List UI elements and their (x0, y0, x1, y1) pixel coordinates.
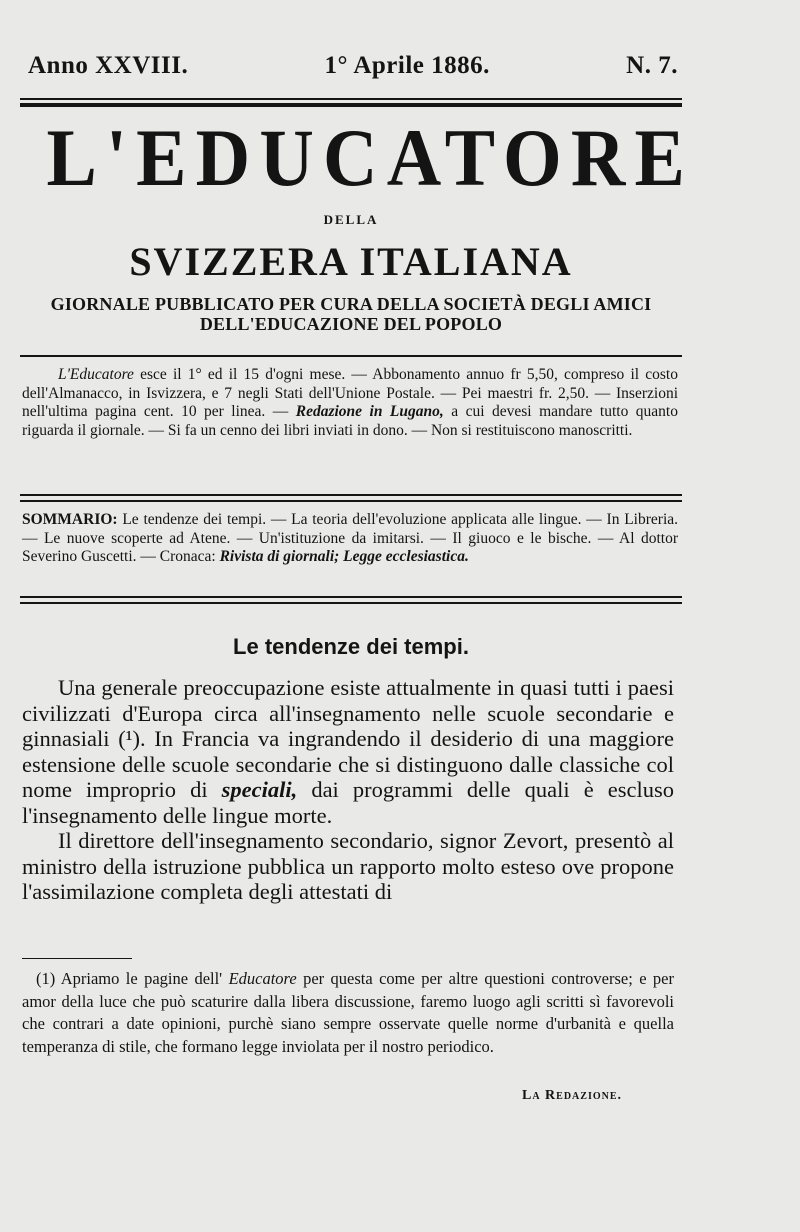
notice-text-2: a cui devesi mandare tutto quanto riguarda il giornale. — Si fa un cenno dei libri inviati in dono. — Non si restituiscono manoscritti. (22, 403, 678, 439)
newspaper-subtitle: SVIZZERA ITALIANA (129, 239, 573, 284)
article-paragraph-2: Il direttore dell'insegnamento secondario, signor Zevort, presentò al ministro della istruzione pubblica un rapporto molto esteso ove propone l'assimilazione completa degli attestati di (22, 828, 674, 904)
summary-box (22, 511, 678, 567)
title-della: DELLA (323, 212, 379, 227)
tagline-line-2: DELL'EDUCAZIONE DEL POPOLO (199, 314, 503, 334)
summary-rule-bottom-1 (20, 596, 682, 598)
article-title: Le tendenze dei tempi. (233, 634, 469, 659)
issue-number: N. 7. (626, 52, 678, 79)
article-paragraph-1: Una generale preoccupazione esiste attualmente in quasi tutti i paesi civilizzati d'Europa circa all'insegnamento nelle scuole secondarie e ginnasiali (¹). In Francia va ingrandendo il desiderio di una maggiore estensione delle scuole secondarie che si distinguono dalle classiche col nome improprio di speciali, dai programmi delle quali è escluso l'insegnamento delle lingue morte. (22, 675, 675, 828)
issue-date: 1° Aprile 1886. (324, 52, 490, 79)
masthead-rule-thick (20, 103, 682, 107)
notice-paper-name: L'Educatore (58, 366, 134, 383)
footnote-signature: La Redazione. (521, 1088, 622, 1103)
summary-text: Le tendenze dei tempi. — La teoria dell'evoluzione applicata alle lingue. — In Libreria. — Le nuove scoperte ad Atene. — Un'istituzione da imitarsi. — Il giuoco e le bische. — Al dottor Severino Guscetti. — Cronaca: (22, 511, 678, 566)
notice-text-1: esce il 1° ed il 15 d'ogni mese. — Abbonamento annuo fr 5,50, compreso il costo dell'Almanacco, in Isvizzera, e 7 negli Stati dell'Unione Postale. — Pei maestri fr. 2,50. — Inserzioni nell'ultima pagina cent. 10 per linea. — (22, 366, 678, 421)
article-body (22, 675, 674, 905)
issue-year: Anno XXVIII. (28, 52, 189, 79)
summary-italic: Rivista di giornali; Legge ecclesiastica. (219, 548, 469, 566)
summary-rule-top-2 (20, 500, 682, 502)
footnote: (1) Apriamo le pagine dell' Educatore per questa come per altre questioni controverse; e per amor della luce che può scaturire dalla libera discussione, faremo luogo agli scritti sì favorevoli che contrari a date opinioni, purchè siano sempre osservate quelle norme d'urbanità e quella temperanza di stile, che formano legge inviolata per il nostro periodico. (22, 969, 674, 1056)
summary-label: SOMMARIO: (22, 511, 118, 528)
masthead-rule-thin (20, 98, 682, 100)
notice-rule-top (20, 355, 682, 357)
notice-redazione: Redazione in Lugano, (295, 403, 444, 421)
summary-rule-bottom-2 (20, 602, 682, 604)
tagline-line-1: GIORNALE PUBBLICATO PER CURA DELLA SOCIETÀ DEGLI AMICI (50, 294, 652, 314)
subscription-notice (22, 366, 678, 440)
footnote-rule (22, 958, 132, 959)
summary-rule-top-1 (20, 494, 682, 496)
tagline (20, 294, 682, 334)
masthead-line (28, 52, 678, 80)
newspaper-title: L'EDUCATORE (46, 112, 695, 203)
